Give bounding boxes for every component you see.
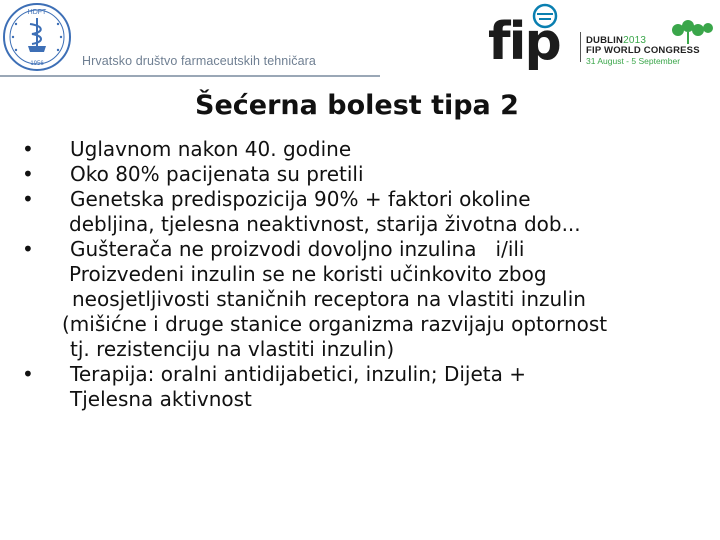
congress-year: 2013 xyxy=(623,35,647,46)
congress-dates: 31 August - 5 September xyxy=(586,56,681,66)
bullet-item xyxy=(22,187,702,212)
bullet-symbol: • xyxy=(22,162,34,186)
continuation-line xyxy=(22,287,702,312)
bullet-text: Genetska predispozicija 90% + faktori okoline xyxy=(70,187,531,211)
congress-city: DUBLIN2013 xyxy=(586,35,647,46)
shamrock-icon xyxy=(668,18,718,48)
continuation-line xyxy=(22,212,702,237)
bullet-symbol: • xyxy=(22,237,34,261)
bullet-item xyxy=(22,162,702,187)
congress-name: FIP WORLD CONGRESS xyxy=(586,45,700,56)
header-divider xyxy=(0,75,380,77)
bullet-item xyxy=(22,137,702,162)
bullet-text: Oko 80% pacijenata su pretili xyxy=(70,162,364,186)
header xyxy=(0,0,720,80)
continuation-line xyxy=(22,262,702,287)
bullet-text: Uglavnom nakon 40. godine xyxy=(70,137,352,161)
hdft-seal-logo xyxy=(2,2,72,72)
continuation-text: tj. rezistenciju na vlastiti inzulin) xyxy=(70,337,395,361)
bullet-symbol: • xyxy=(22,137,34,161)
bullet-item xyxy=(22,237,702,262)
continuation-text: debljina, tjelesna neaktivnost, starija životna dob... xyxy=(69,212,581,236)
continuation-line xyxy=(22,312,702,337)
continuation-line xyxy=(22,387,702,412)
continuation-text: Proizvedeni inzulin se ne koristi učinkovito zbog xyxy=(69,262,547,286)
fip-logo-text: fip xyxy=(488,12,560,72)
continuation-line xyxy=(22,337,702,362)
bullet-symbol: • xyxy=(22,362,34,386)
bullet-text: Terapija: oralni antidijabetici, inzulin; Dijeta + xyxy=(70,362,527,386)
logo-divider xyxy=(580,32,581,62)
bullet-list xyxy=(22,137,702,412)
bullet-item xyxy=(22,362,702,387)
seal-top-text: HDFT xyxy=(27,9,47,16)
continuation-text: Tjelesna aktivnost xyxy=(70,387,252,411)
slide-title: Šećerna bolest tipa 2 xyxy=(195,90,519,121)
continuation-text: neosjetljivosti staničnih receptora na vlastiti inzulin xyxy=(72,287,586,311)
continuation-text: (mišićne i druge stanice organizma razvijaju optornost xyxy=(62,312,608,336)
seal-year: 1956 xyxy=(30,61,44,67)
organization-name: Hrvatsko društvo farmaceutskih tehničara xyxy=(82,54,316,68)
bullet-symbol: • xyxy=(22,187,34,211)
bullet-text: Gušterača ne proizvodi dovoljno inzulina i/ili xyxy=(70,237,525,261)
